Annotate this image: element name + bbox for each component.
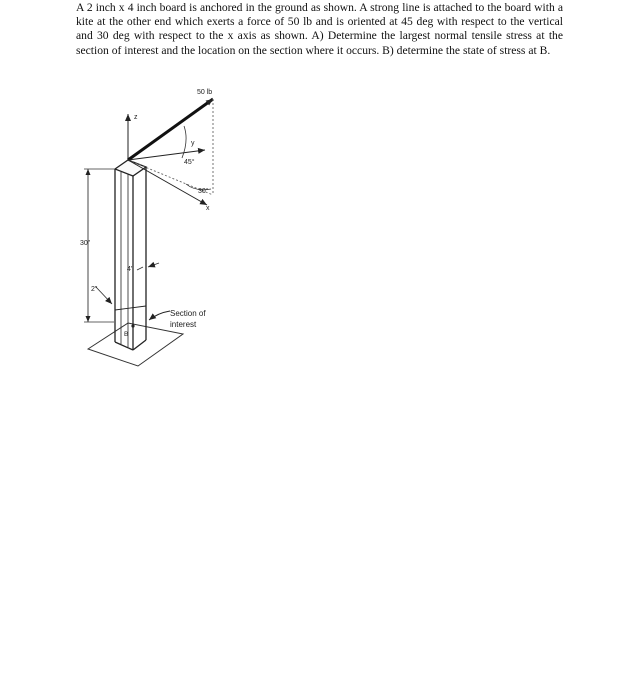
x-axis (128, 160, 207, 205)
angle-30-label: 30° (198, 188, 209, 195)
problem-statement: A 2 inch x 4 inch board is anchored in the ground as shown. A strong line is attached to the board with a kite at the other end which exerts a force of 50 lb and is oriented at 45 deg with respect to the vertical and 30 deg with respect to the x axis as shown. A) Determine the largest normal tensile stress at the section of interest and the location on the section where it occurs. B) determine the state of stress at B. (76, 1, 563, 57)
depth-dimension (96, 287, 112, 304)
section-label-line1: Section of (170, 309, 206, 318)
height-dim-label: 30" (80, 240, 91, 247)
width-dimension-left (137, 267, 143, 270)
z-axis-label: z (134, 114, 138, 121)
width-dim-label: 4" (127, 266, 134, 273)
depth-dim-label: 2" (91, 286, 98, 293)
width-dimension-right (148, 263, 159, 267)
section-line (115, 306, 146, 310)
angle-45-label: 45° (184, 159, 195, 166)
section-label-line2: interest (170, 320, 197, 329)
point-b-label: B (124, 331, 129, 338)
x-axis-label: x (206, 205, 210, 212)
board-post (115, 160, 146, 350)
y-axis-label: y (191, 140, 195, 147)
point-b-marker (131, 324, 134, 327)
force-label: 50 lb (197, 89, 213, 96)
section-leader (149, 311, 170, 320)
ground-plane (88, 323, 183, 366)
